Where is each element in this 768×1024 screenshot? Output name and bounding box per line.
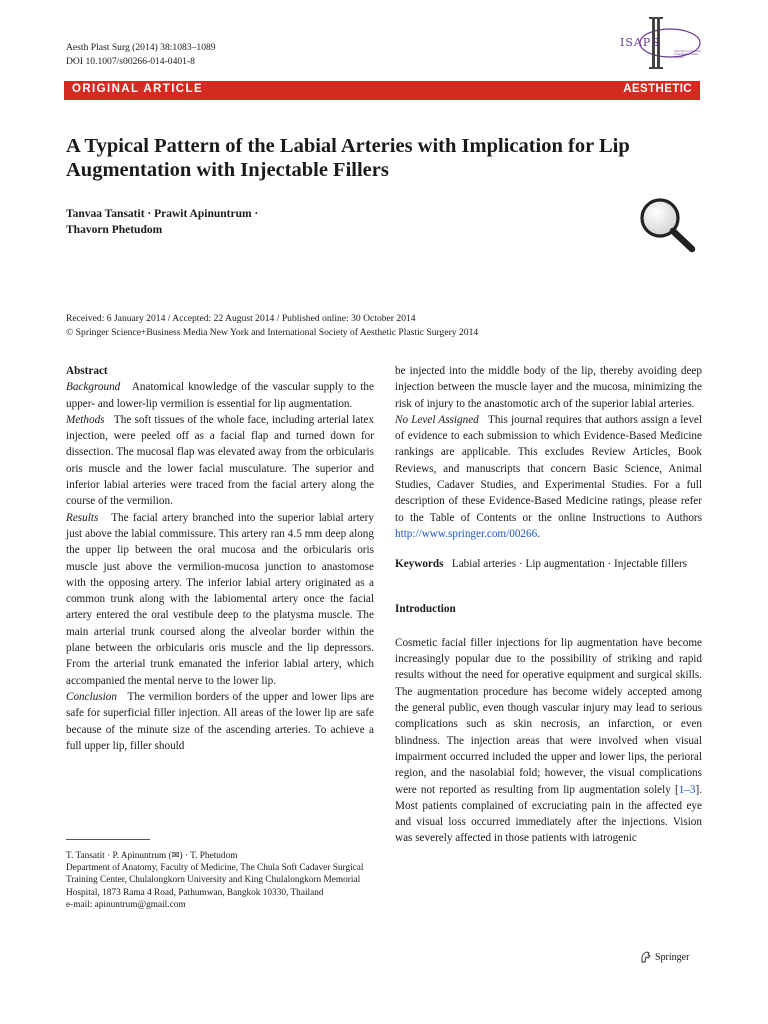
methods-label: Methods xyxy=(66,413,105,426)
logo-subtext: International Society of Aesthetic Plastic Surgery xyxy=(674,50,701,59)
copyright: © Springer Science+Business Media New York and International Society of Aesthetic Plastic Surgery 2014 xyxy=(66,327,479,338)
intro-text-b: ]. Most patients complained of excruciating pain in the affected eye and visual loss occurred immediately after the injections. Vision was severely affected in those patients with iatrogenic xyxy=(395,783,702,845)
footnote-authors: T. Tansatit · P. Apinuntrum (✉) · T. Phetudom xyxy=(66,851,238,861)
introduction-text xyxy=(395,635,702,847)
abstract-heading: Abstract xyxy=(66,365,108,377)
level-of-evidence xyxy=(395,412,702,542)
abstract-left-column xyxy=(66,363,374,754)
methods-text: The soft tissues of the whole face, including arterial latex injection, were peeled off as a facial flap and turned down for dissection. The mucosal flap was elevated away from the orbicularis oris muscle and the lower facial musculature. The superior and inferior labial arteries were traced from the facial artery along the course of the vermilion. xyxy=(66,413,374,508)
banner-right-label: AESTHETIC xyxy=(623,83,692,95)
article-type-banner xyxy=(64,81,700,100)
right-column xyxy=(395,363,702,847)
author-affiliation xyxy=(66,850,366,911)
banner-left-label: ORIGINAL ARTICLE xyxy=(72,83,204,95)
level-text: This journal requires that authors assign a level of evidence to each submission to which Evidence-Based Medicine rankings are applicable. This excludes Review Articles, Book Reviews, and manuscripts that concern Basic Science, Animal Studies, Cadaver Studies, and Experimental Studies. For a full description of these Evidence-Based Medicine ratings, please refer to the Table of Contents or the online Instructions to Authors xyxy=(395,413,702,524)
keywords xyxy=(395,556,702,572)
abstract-methods xyxy=(66,412,374,510)
conclusion-continued: be injected into the middle body of the lip, thereby avoiding deep injection between the muscle layer and the mucosa, minimizing the risk of injury to the anastomotic arch of the superior labial arteries. xyxy=(395,365,702,410)
springer-horse-icon xyxy=(640,951,652,963)
level-label: No Level Assigned xyxy=(395,413,479,426)
authors-line-1: Tanvaa Tansatit · Prawit Apinuntrum · xyxy=(66,208,259,220)
abstract-results xyxy=(66,510,374,689)
background-label: Background xyxy=(66,381,121,394)
magnifier-icon[interactable] xyxy=(636,196,698,254)
keywords-text: Labial arteries · Lip augmentation · Injectable fillers xyxy=(451,558,688,571)
journal-citation: Aesth Plast Surg (2014) 38:1083–1089 xyxy=(66,42,216,53)
publication-dates xyxy=(66,312,706,340)
conclusion-text-a: The vermilion borders of the upper and lower lips are safe for superficial filler injection. All areas of the lower lip are safe because of the minute size of the ascending arteries. To achieve a full upper lip, filler should xyxy=(66,690,374,752)
article-title: A Typical Pattern of the Labial Arteries with Implication for Lip Augmentation with Injectable Fillers xyxy=(66,135,630,181)
isaps-logo xyxy=(614,16,704,78)
abstract-background xyxy=(66,379,374,412)
springer-link[interactable]: http://www.springer.com/00266 xyxy=(395,527,538,540)
abstract-conclusion xyxy=(66,689,374,754)
keywords-label: Keywords xyxy=(395,558,444,571)
conclusion-label: Conclusion xyxy=(66,690,117,703)
authors-line-2: Thavorn Phetudom xyxy=(66,224,163,236)
logo-text: ISAPS xyxy=(620,36,660,49)
reference-link[interactable]: 1–3 xyxy=(678,783,696,796)
results-label: Results xyxy=(66,511,99,524)
intro-text-a: Cosmetic facial filler injections for lip augmentation have become increasingly popular due to the possibility of striking and rapid results without the need for operative equipment and surgical skills. The augmentation procedure has become widely accepted among the general public, even though vascular injury may lead to serious complications such as skin necrosis, an infarction, or even blindness. The injection areas that were involved when visual impairment occurred included the upper and lower lips, the perioral region, and the nasolabial fold; however, the visual complications were not reported as resulting from lip augmentation solely [ xyxy=(395,636,702,796)
received-dates: Received: 6 January 2014 / Accepted: 22 August 2014 / Published online: 30 October 2014 xyxy=(66,313,416,324)
introduction-heading: Introduction xyxy=(395,602,456,615)
level-end: . xyxy=(537,527,541,540)
doi[interactable]: DOI 10.1007/s00266-014-0401-8 xyxy=(66,56,195,67)
publisher-name: Springer xyxy=(655,951,690,963)
publisher-mark xyxy=(640,951,689,963)
footnote-email[interactable]: e-mail: apinuntrum@gmail.com xyxy=(66,899,186,910)
footnote-rule xyxy=(66,839,150,840)
footnote-address: Department of Anatomy, Faculty of Medicine, The Chula Soft Cadaver Surgical Training Center, Chulalongkorn University and King Chulalongkorn Memorial Hospital, 1873 Rama 4 Road, Pathumwan, Bangkok 10330, Thailand xyxy=(66,863,364,898)
results-text: The facial artery branched into the superior labial artery just above the labial commissure. This artery ran 4.5 mm deep along the upper lip between the oral mucosa and the orbicularis oris muscle just above the vermilion-mucosa junction to anastomose with the opposing artery. The inferior labial artery originated as a common trunk along with the labiomental artery once the facial artery entered the oral vestibule deep to the platysma muscle. The main arterial trunk coursed along the alveolar border within the plane between the orbicularis oris muscle and the lip depressors. From the arterial trunk emanated the inferior labial artery, which accompanied the mental nerve to the lower lip. xyxy=(66,511,374,687)
authors xyxy=(66,206,346,238)
background-text: Anatomical knowledge of the vascular supply to the upper- and lower-lip vermilion is essential for lip augmentation. xyxy=(66,381,374,410)
